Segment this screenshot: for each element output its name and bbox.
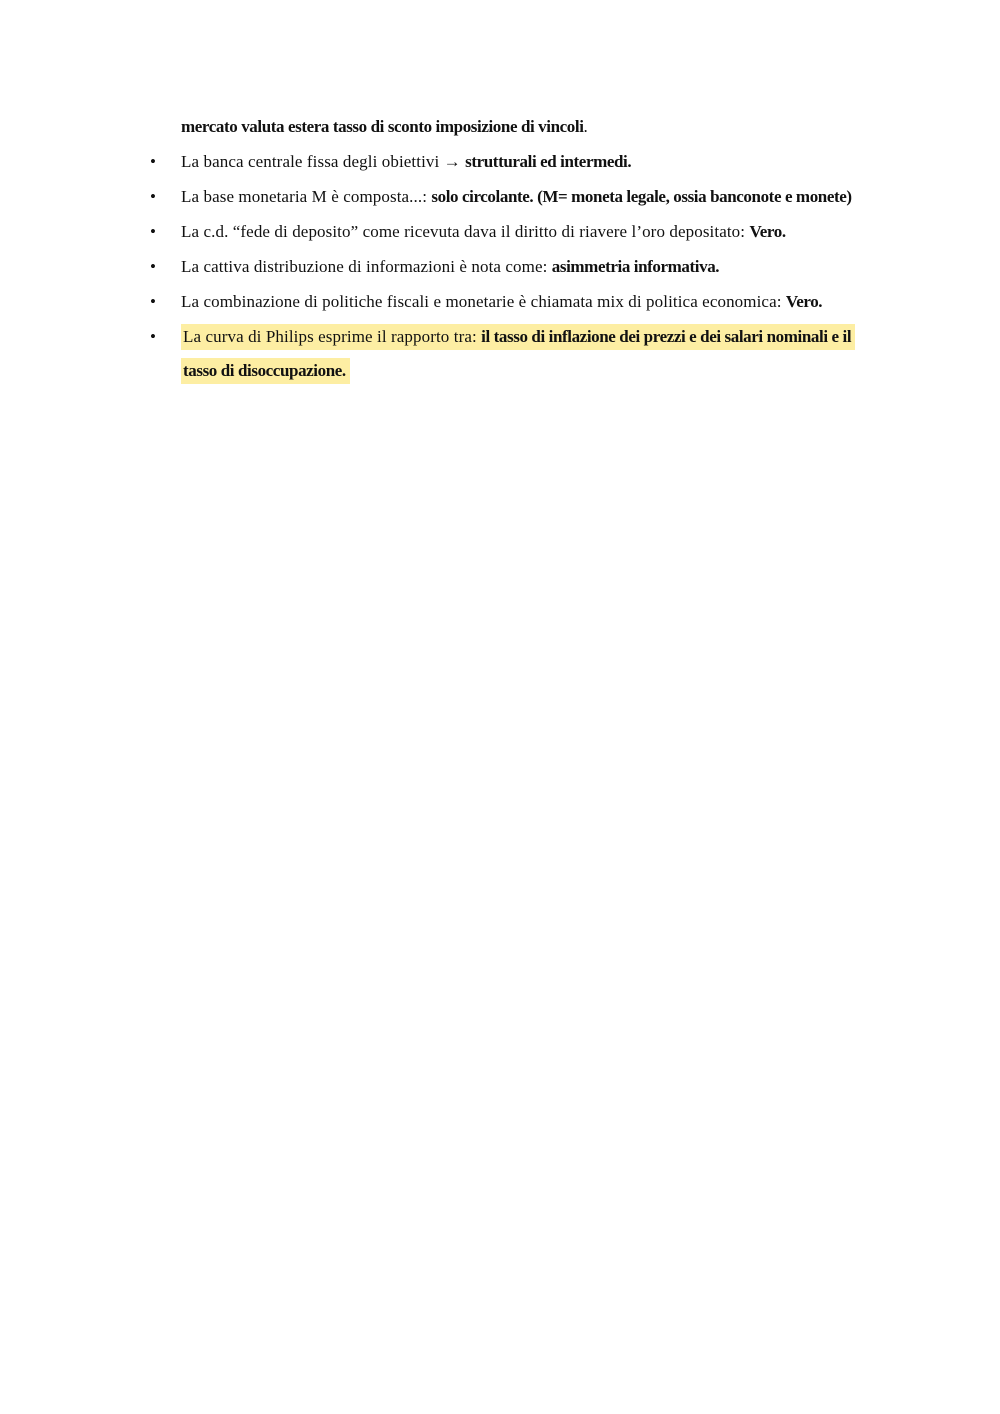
bullet-icon: • <box>150 292 156 311</box>
bullet-icon: • <box>150 327 156 346</box>
highlight-marker <box>181 324 855 384</box>
continuation-line <box>150 110 870 144</box>
item-answer: Vero. <box>785 292 823 311</box>
list-item <box>150 180 870 214</box>
item-question: La combinazione di politiche fiscali e monetarie è chiamata mix di politica economica: <box>181 292 786 311</box>
item-question: La cattiva distribuzione di informazioni è nota come: <box>181 257 552 276</box>
bullet-icon: • <box>150 152 156 171</box>
item-answer: solo circolante. (M= moneta legale, ossia banconote e monete) <box>431 187 852 206</box>
list-item <box>150 285 870 319</box>
list-item <box>150 250 870 284</box>
item-question: La c.d. “fede di deposito” come ricevuta dava il diritto di riavere l’oro depositato: <box>181 222 750 241</box>
item-question: La banca centrale fissa degli obiettivi → <box>181 152 466 171</box>
item-answer: strutturali ed intermedi. <box>465 152 632 171</box>
bullet-icon: • <box>150 222 156 241</box>
item-answer: Vero. <box>749 222 786 241</box>
list-item-highlighted <box>150 320 870 388</box>
item-question: La curva di Philips esprime il rapporto tra: <box>183 327 482 346</box>
bullet-list <box>150 110 870 388</box>
item-question: La base monetaria M è composta...: <box>181 187 432 206</box>
bullet-icon: • <box>150 257 156 276</box>
item-answer: il tasso di inflazione dei prezzi e dei salari nominali e il tasso di disoccupazione. <box>183 327 852 380</box>
continuation-tail: . <box>583 117 588 136</box>
list-item <box>150 215 870 249</box>
list-item <box>150 145 870 179</box>
continuation-bold-text: mercato valuta estera tasso di sconto imposizione di vincoli <box>181 117 584 136</box>
bullet-icon: • <box>150 187 156 206</box>
item-answer: asimmetria informativa. <box>551 257 720 276</box>
